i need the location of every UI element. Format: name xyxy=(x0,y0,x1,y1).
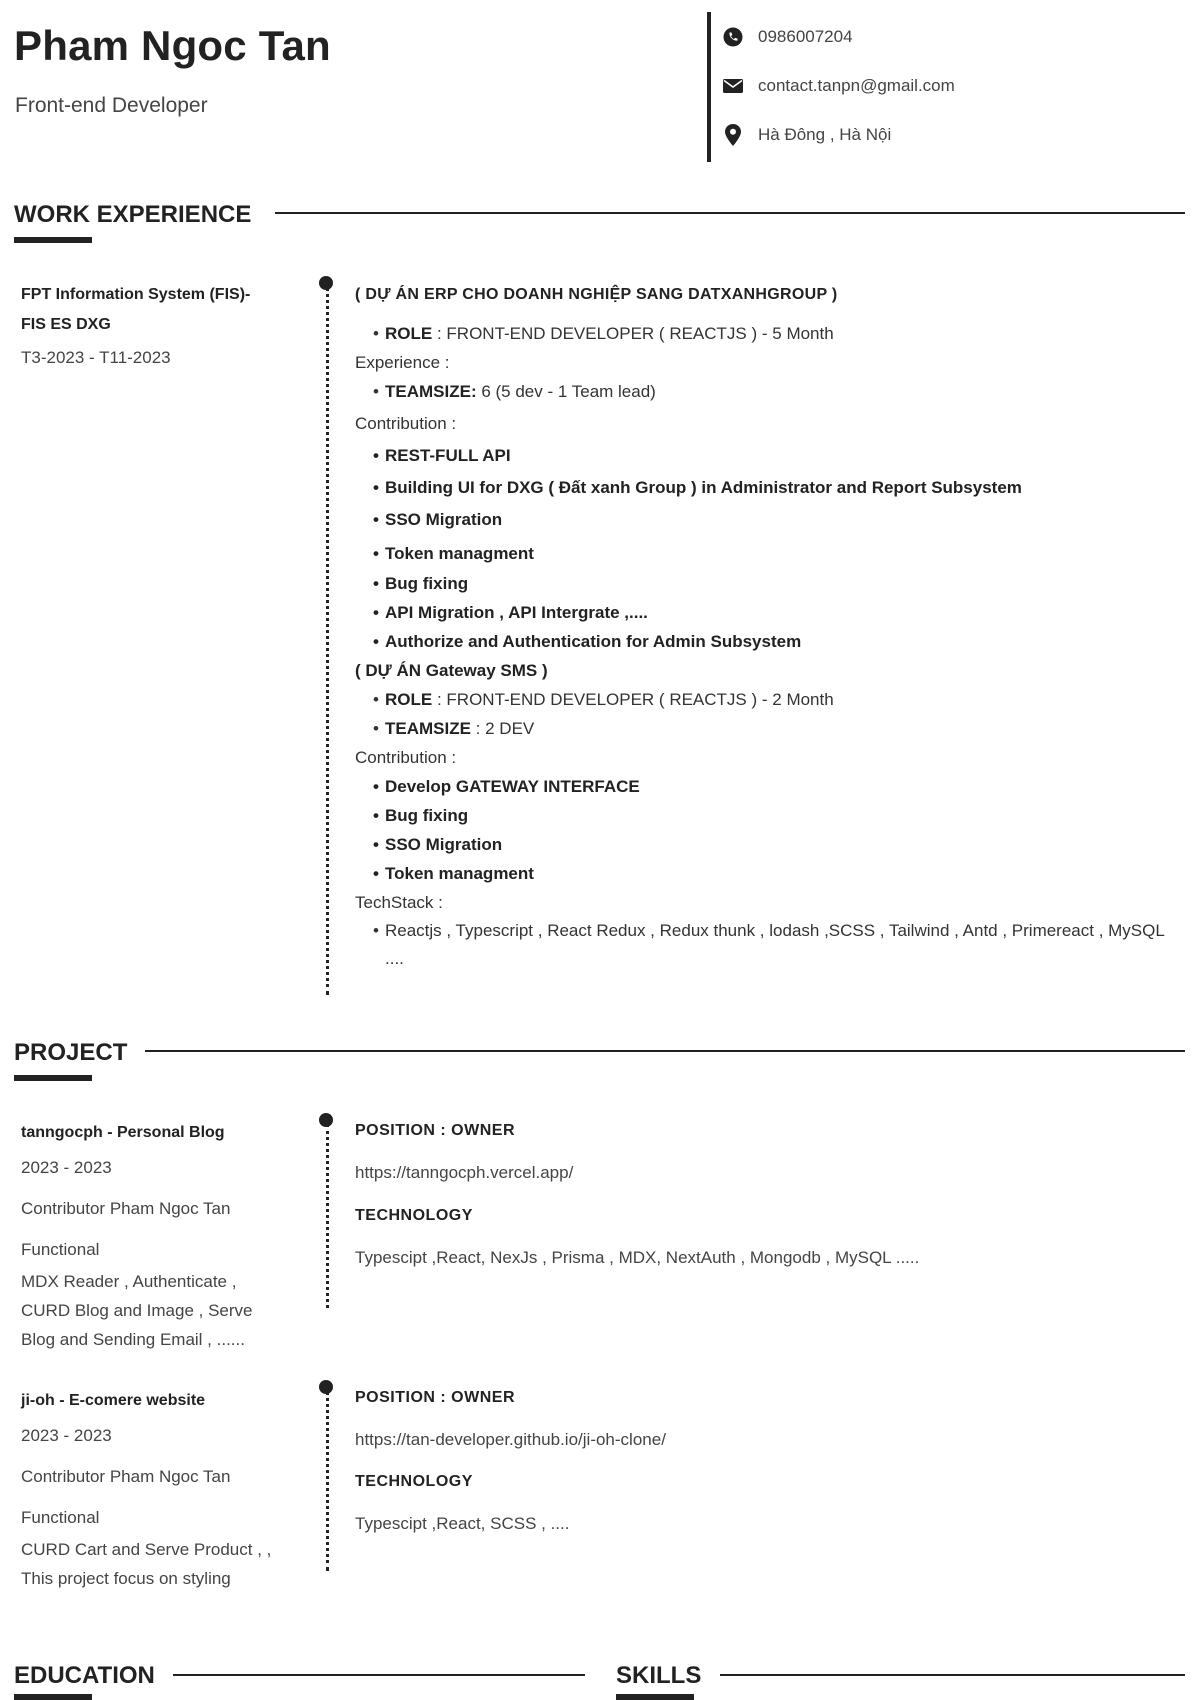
contribution-item: • Bug fixing xyxy=(355,801,1185,830)
technology-label: TECHNOLOGY xyxy=(355,1207,473,1224)
techstack-label: TechStack : xyxy=(355,893,443,912)
section-underline xyxy=(616,1694,694,1700)
role-label: ROLE xyxy=(385,324,433,343)
contribution-item: • SSO Migration xyxy=(355,505,1185,534)
contribution-item: • Building UI for DXG ( Đất xanh Group ) in Administrator and Report Subsystem xyxy=(355,473,1185,502)
contact-email xyxy=(722,75,955,97)
job-title: Front-end Developer xyxy=(15,94,208,117)
company-unit: FIS ES DXG xyxy=(21,316,111,333)
teamsize-line xyxy=(355,714,1185,743)
technology-text: Typescipt ,React, NexJs , Prisma , MDX, NextAuth , Mongodb , MySQL ..... xyxy=(355,1248,920,1267)
timeline-line xyxy=(326,287,329,995)
contribution-label: Contribution : xyxy=(355,748,457,767)
teamsize-value: 6 (5 dev - 1 Team lead) xyxy=(476,382,656,401)
project-meta xyxy=(21,1386,291,1593)
position-label: POSITION : OWNER xyxy=(355,1122,515,1139)
functional-label: Functional xyxy=(21,1239,100,1259)
functional-text: CURD Cart and Serve Product , , This project focus on styling xyxy=(21,1540,272,1589)
functional-label: Functional xyxy=(21,1507,100,1527)
map-marker-icon xyxy=(722,124,744,146)
section-underline xyxy=(14,237,92,243)
role-line xyxy=(355,319,1185,348)
project-url[interactable]: https://tan-developer.github.io/ji-oh-clone/ xyxy=(355,1430,666,1449)
section-underline xyxy=(14,1075,92,1081)
project-details xyxy=(355,1389,1185,1534)
technology-text: Typescipt ,React, SCSS , .... xyxy=(355,1514,570,1533)
timeline-line xyxy=(326,1391,329,1571)
address-text: Hà Đông , Hà Nội xyxy=(758,125,892,144)
techstack-item: • Reactjs , Typescript , React Redux , Redux thunk , lodash ,SCSS , Tailwind , Antd , Primereact , MySQL .... xyxy=(355,917,1185,973)
technology-label: TECHNOLOGY xyxy=(355,1473,473,1490)
role-value: : FRONT-END DEVELOPER ( REACTJS ) - 2 Month xyxy=(432,690,834,709)
contact-phone xyxy=(722,26,853,48)
contribution-item: • SSO Migration xyxy=(355,830,1185,859)
experience-label: Experience : xyxy=(355,353,450,372)
company-name: FPT Information System (FIS)- xyxy=(21,286,251,303)
section-title-work: WORK EXPERIENCE xyxy=(14,201,269,229)
position-label: POSITION : OWNER xyxy=(355,1389,515,1406)
project-dates: 2023 - 2023 xyxy=(21,1426,112,1445)
section-title-education: EDUCATION xyxy=(14,1662,173,1690)
candidate-name: Pham Ngoc Tan xyxy=(14,22,331,69)
teamsize-value: : 2 DEV xyxy=(470,719,535,738)
work-details xyxy=(355,280,1185,973)
functional-text: MDX Reader , Authenticate , CURD Blog and Image , Serve Blog and Sending Email , ...... xyxy=(21,1272,253,1350)
project-title: ( DỰ ÁN ERP CHO DOANH NGHIỆP SANG DATXANHGROUP ) xyxy=(355,286,838,303)
contribution-item: • API Migration , API Intergrate ,.... xyxy=(355,598,1185,627)
contribution-label: Contribution : xyxy=(355,414,457,433)
contribution-item: • Bug fixing xyxy=(355,569,1185,598)
project-dates: 2023 - 2023 xyxy=(21,1158,112,1177)
section-rule xyxy=(275,212,1185,214)
project-url[interactable]: https://tanngocph.vercel.app/ xyxy=(355,1163,574,1182)
contact-divider xyxy=(707,12,711,162)
section-rule xyxy=(145,1050,1185,1052)
email-link[interactable]: contact.tanpn@gmail.com xyxy=(758,76,955,95)
role-label: ROLE xyxy=(385,690,433,709)
section-title-project: PROJECT xyxy=(14,1039,145,1067)
project-name: tanngocph - Personal Blog xyxy=(21,1124,225,1141)
role-line xyxy=(355,685,1185,714)
section-rule xyxy=(720,1674,1185,1676)
project-contributor: Contributor Pham Ngoc Tan xyxy=(21,1467,231,1487)
contribution-item: • Token managment xyxy=(355,859,1185,888)
timeline-line xyxy=(326,1124,329,1308)
contribution-item: • Authorize and Authentication for Admin Subsystem xyxy=(355,627,1185,656)
section-underline xyxy=(14,1694,92,1700)
project-details xyxy=(355,1122,1185,1268)
project-meta xyxy=(21,1118,291,1354)
project-title: ( DỰ ÁN Gateway SMS ) xyxy=(355,661,548,680)
contribution-item: • REST-FULL API xyxy=(355,441,1185,470)
work-meta xyxy=(21,280,291,368)
project-contributor: Contributor Pham Ngoc Tan xyxy=(21,1199,231,1219)
teamsize-label: TEAMSIZE: xyxy=(385,382,477,401)
section-title-skills: SKILLS xyxy=(616,1662,719,1690)
phone-text[interactable]: 0986007204 xyxy=(758,27,853,46)
contact-address xyxy=(722,124,891,146)
section-rule xyxy=(165,1674,585,1676)
contribution-item: • Develop GATEWAY INTERFACE xyxy=(355,772,1185,801)
role-value: : FRONT-END DEVELOPER ( REACTJS ) - 5 Month xyxy=(432,324,834,343)
teamsize-line xyxy=(355,377,1185,406)
project-name: ji-oh - E-comere website xyxy=(21,1392,206,1409)
teamsize-label: TEAMSIZE xyxy=(385,719,471,738)
phone-icon xyxy=(722,26,744,48)
work-dates: T3-2023 - T11-2023 xyxy=(21,348,171,367)
envelope-icon xyxy=(722,75,744,97)
contribution-item: • Token managment xyxy=(355,539,1185,568)
